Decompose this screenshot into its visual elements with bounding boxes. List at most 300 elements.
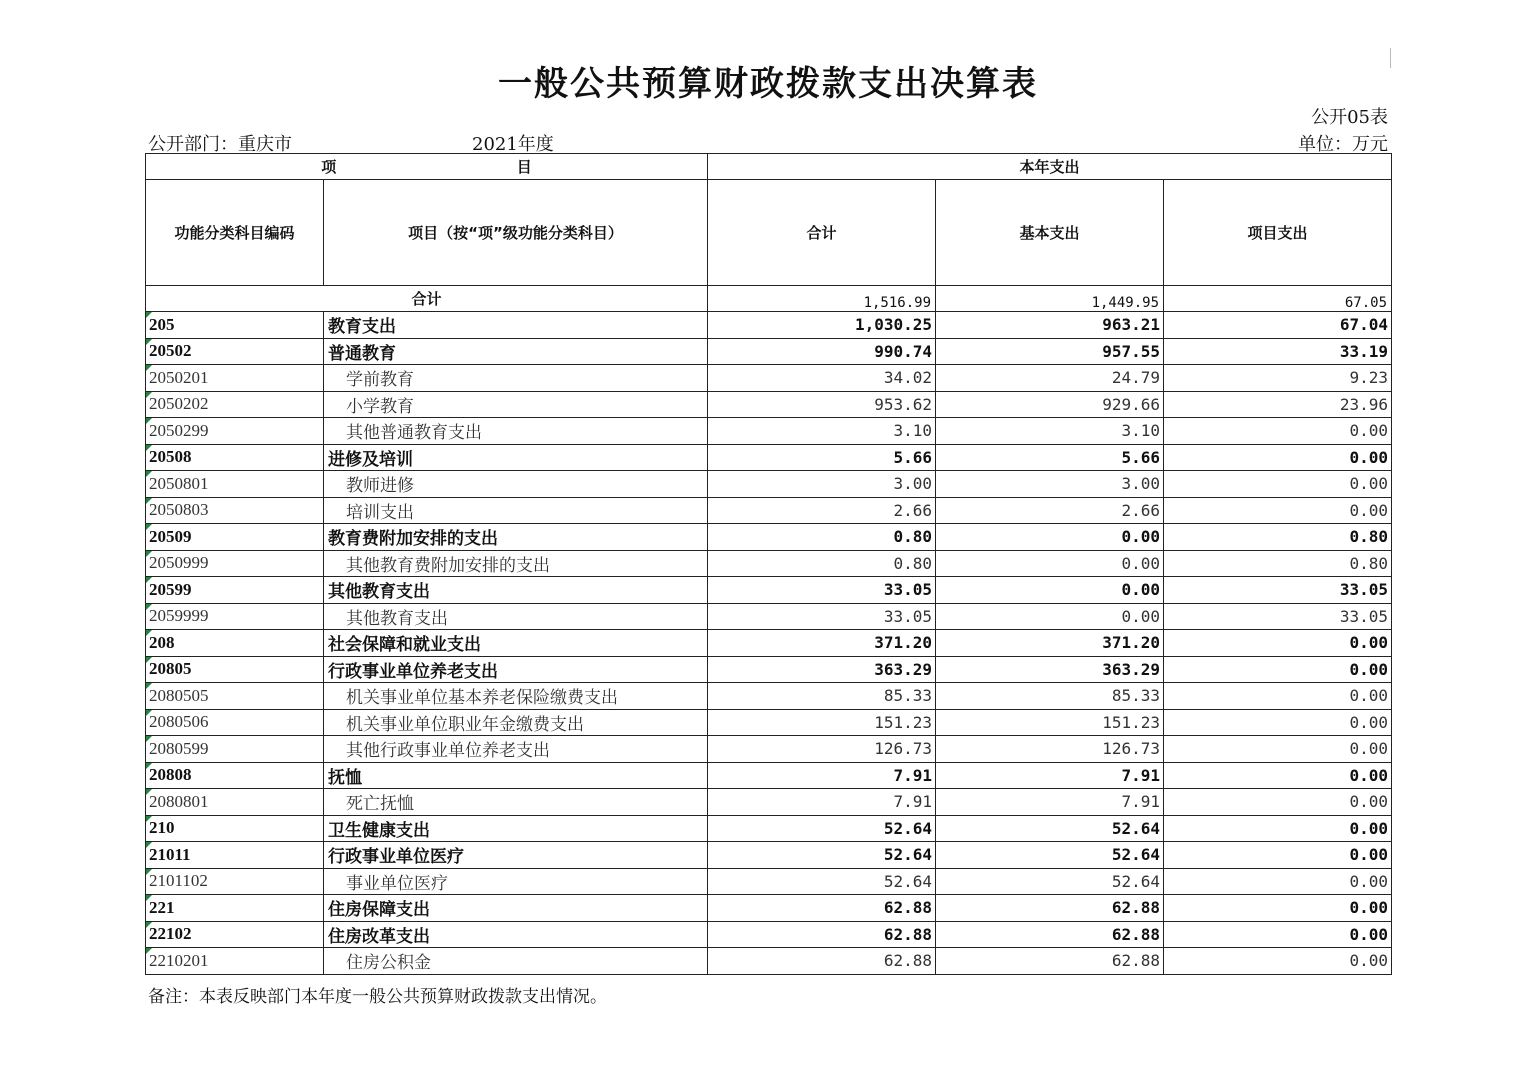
row-code xyxy=(146,312,324,339)
row-project xyxy=(1164,683,1392,710)
row-basic-text: 24.79 xyxy=(1111,368,1160,388)
row-code-text: 20808 xyxy=(149,765,192,785)
row-project-text: 0.00 xyxy=(1349,924,1389,944)
row-basic-text: 52.64 xyxy=(1111,818,1160,838)
table-row xyxy=(146,630,1392,657)
row-code xyxy=(146,736,324,763)
row-name xyxy=(324,789,708,816)
row-project-text: 0.00 xyxy=(1349,792,1389,812)
row-total-text: 52.64 xyxy=(883,845,932,865)
row-project xyxy=(1164,789,1392,816)
row-name xyxy=(324,868,708,895)
row-project-text: 0.00 xyxy=(1349,818,1389,838)
row-basic xyxy=(936,895,1164,922)
row-project-text: 0.00 xyxy=(1349,898,1389,918)
row-name xyxy=(324,683,708,710)
row-code-text: 22102 xyxy=(149,924,192,944)
row-code-text: 2050202 xyxy=(149,394,209,414)
footnote: 备注：本表反映部门本年度一般公共预算财政拨款支出情况。 xyxy=(148,987,607,1007)
cell-marker-icon xyxy=(146,604,152,610)
row-name-text: 住房改革支出 xyxy=(328,926,430,947)
row-name xyxy=(324,656,708,683)
table-row xyxy=(146,656,1392,683)
row-basic-text: 0.00 xyxy=(1121,580,1160,600)
row-project xyxy=(1164,895,1392,922)
row-name xyxy=(324,418,708,445)
expenditure-table xyxy=(145,153,1392,975)
department-label: 公开部门：重庆市 xyxy=(148,134,292,155)
cell-marker-icon xyxy=(146,365,152,371)
row-name xyxy=(324,365,708,392)
row-total xyxy=(708,683,936,710)
row-project-text: 0.00 xyxy=(1349,951,1389,971)
row-name-text: 死亡抚恤 xyxy=(346,794,414,815)
row-total-text: 371.20 xyxy=(874,633,932,653)
row-basic-text: 52.64 xyxy=(1111,871,1160,891)
row-basic-text: 363.29 xyxy=(1102,659,1160,679)
row-name xyxy=(324,762,708,789)
row-basic xyxy=(936,656,1164,683)
row-name-text: 其他行政事业单位养老支出 xyxy=(346,741,550,762)
table-row xyxy=(146,683,1392,710)
row-project-text: 0.00 xyxy=(1349,474,1389,494)
summary-row xyxy=(146,286,1392,312)
form-code: 公开05表 xyxy=(1311,107,1388,128)
row-name xyxy=(324,444,708,471)
row-total-text: 62.88 xyxy=(883,951,932,971)
row-project xyxy=(1164,338,1392,365)
row-project-text: 9.23 xyxy=(1349,368,1389,388)
row-code xyxy=(146,524,324,551)
row-code-text: 2080506 xyxy=(149,712,209,732)
table-row xyxy=(146,895,1392,922)
row-code-text: 2059999 xyxy=(149,606,209,626)
row-code xyxy=(146,868,324,895)
row-project-text: 0.00 xyxy=(1349,686,1389,706)
row-total-text: 3.10 xyxy=(893,421,932,441)
row-basic xyxy=(936,391,1164,418)
row-project xyxy=(1164,842,1392,869)
row-project xyxy=(1164,656,1392,683)
fiscal-year: 2021年度 xyxy=(472,134,554,155)
row-basic xyxy=(936,789,1164,816)
row-total-text: 62.88 xyxy=(883,924,932,944)
cell-marker-icon xyxy=(146,763,152,769)
row-project xyxy=(1164,365,1392,392)
row-basic xyxy=(936,842,1164,869)
row-code xyxy=(146,656,324,683)
row-total xyxy=(708,497,936,524)
row-code xyxy=(146,444,324,471)
row-project-text: 67.04 xyxy=(1339,315,1389,335)
row-total xyxy=(708,391,936,418)
row-name-text: 其他教育费附加安排的支出 xyxy=(346,555,550,576)
document-title: 一般公共预算财政拨款支出决算表 xyxy=(498,64,1038,104)
row-code xyxy=(146,842,324,869)
row-project xyxy=(1164,312,1392,339)
row-basic xyxy=(936,630,1164,657)
row-basic-text: 126.73 xyxy=(1102,739,1160,759)
row-basic-text: 3.10 xyxy=(1121,421,1160,441)
header-item-a: 项 xyxy=(321,158,337,176)
row-code-text: 20805 xyxy=(149,659,192,679)
row-basic-text: 7.91 xyxy=(1121,765,1160,785)
row-code-text: 210 xyxy=(149,818,175,838)
row-total-text: 33.05 xyxy=(883,606,932,626)
row-code-text: 2080505 xyxy=(149,685,209,705)
row-name xyxy=(324,497,708,524)
row-project-text: 0.00 xyxy=(1349,659,1389,679)
row-basic xyxy=(936,683,1164,710)
row-total xyxy=(708,365,936,392)
row-code xyxy=(146,762,324,789)
row-basic-text: 5.66 xyxy=(1121,447,1160,467)
row-basic-text: 3.00 xyxy=(1121,474,1160,494)
row-total xyxy=(708,815,936,842)
row-total xyxy=(708,842,936,869)
header-item-b: 目 xyxy=(516,158,532,176)
summary-basic: 1,449.95 xyxy=(936,286,1164,312)
unit-label: 单位：万元 xyxy=(1298,134,1388,155)
cell-marker-icon xyxy=(146,312,152,318)
row-name-text: 教师进修 xyxy=(346,476,414,497)
row-total-text: 3.00 xyxy=(893,474,932,494)
row-total xyxy=(708,603,936,630)
row-name-text: 行政事业单位医疗 xyxy=(328,847,464,868)
row-project xyxy=(1164,736,1392,763)
row-name xyxy=(324,921,708,948)
table-row xyxy=(146,577,1392,604)
row-name xyxy=(324,736,708,763)
header-project-col: 项目支出 xyxy=(1164,180,1392,286)
row-name xyxy=(324,338,708,365)
row-total xyxy=(708,656,936,683)
table-row xyxy=(146,842,1392,869)
row-basic xyxy=(936,497,1164,524)
row-name xyxy=(324,471,708,498)
row-project-text: 0.80 xyxy=(1349,553,1389,573)
row-basic-text: 62.88 xyxy=(1111,898,1160,918)
table-row xyxy=(146,418,1392,445)
row-code xyxy=(146,895,324,922)
header-basic-col: 基本支出 xyxy=(936,180,1164,286)
row-basic-text: 0.00 xyxy=(1121,606,1160,626)
row-basic xyxy=(936,524,1164,551)
cell-marker-icon xyxy=(146,657,152,663)
row-total xyxy=(708,762,936,789)
row-total-text: 7.91 xyxy=(893,765,932,785)
row-basic-text: 2.66 xyxy=(1121,500,1160,520)
row-name xyxy=(324,630,708,657)
row-name-text: 行政事业单位养老支出 xyxy=(328,661,498,682)
table-row xyxy=(146,497,1392,524)
row-basic xyxy=(936,815,1164,842)
header-name-col: 项目（按“项”级功能分类科目） xyxy=(324,180,708,286)
row-total-text: 1,030.25 xyxy=(854,315,932,335)
row-project xyxy=(1164,762,1392,789)
row-basic xyxy=(936,762,1164,789)
table-row xyxy=(146,365,1392,392)
row-code xyxy=(146,815,324,842)
row-code-text: 20508 xyxy=(149,447,192,467)
row-name xyxy=(324,603,708,630)
row-basic xyxy=(936,736,1164,763)
row-total xyxy=(708,418,936,445)
row-total xyxy=(708,338,936,365)
row-code-text: 2050803 xyxy=(149,500,209,520)
row-code xyxy=(146,630,324,657)
row-basic xyxy=(936,418,1164,445)
row-project-text: 0.00 xyxy=(1349,871,1389,891)
row-basic-text: 7.91 xyxy=(1121,792,1160,812)
row-name-text: 住房公积金 xyxy=(346,953,431,974)
row-name xyxy=(324,948,708,975)
row-name-text: 培训支出 xyxy=(346,502,414,523)
table-row xyxy=(146,550,1392,577)
row-project-text: 0.00 xyxy=(1349,845,1389,865)
row-name-text: 抚恤 xyxy=(328,767,362,788)
row-total xyxy=(708,524,936,551)
header-current-year: 本年支出 xyxy=(708,154,1392,180)
row-name-text: 机关事业单位职业年金缴费支出 xyxy=(346,714,584,735)
cell-marker-icon xyxy=(146,895,152,901)
row-name xyxy=(324,312,708,339)
row-code xyxy=(146,789,324,816)
header-total-col: 合计 xyxy=(708,180,936,286)
table-row xyxy=(146,391,1392,418)
row-name-text: 学前教育 xyxy=(346,370,414,391)
cell-marker-icon xyxy=(146,842,152,848)
row-total-text: 7.91 xyxy=(893,792,932,812)
row-name-text: 其他教育支出 xyxy=(328,582,430,603)
row-total xyxy=(708,630,936,657)
table-row xyxy=(146,921,1392,948)
row-total-text: 151.23 xyxy=(874,712,932,732)
row-code-text: 221 xyxy=(149,897,175,917)
row-total xyxy=(708,312,936,339)
cell-marker-icon xyxy=(146,551,152,557)
cell-marker-icon xyxy=(146,339,152,345)
row-name-text: 普通教育 xyxy=(328,343,396,364)
row-code xyxy=(146,497,324,524)
row-basic-text: 371.20 xyxy=(1102,633,1160,653)
cell-marker-icon xyxy=(146,524,152,530)
row-project-text: 0.00 xyxy=(1349,739,1389,759)
row-basic-text: 0.00 xyxy=(1121,527,1160,547)
row-project-text: 33.05 xyxy=(1339,606,1389,626)
row-code-text: 2080801 xyxy=(149,791,209,811)
row-code xyxy=(146,921,324,948)
cell-marker-icon xyxy=(146,816,152,822)
row-basic-text: 957.55 xyxy=(1102,341,1160,361)
row-project xyxy=(1164,524,1392,551)
cell-marker-icon xyxy=(146,630,152,636)
row-code xyxy=(146,471,324,498)
row-total xyxy=(708,895,936,922)
row-basic-text: 963.21 xyxy=(1102,315,1160,335)
row-code xyxy=(146,391,324,418)
table-row xyxy=(146,709,1392,736)
cell-marker-icon xyxy=(146,736,152,742)
row-basic-text: 929.66 xyxy=(1102,394,1160,414)
row-basic xyxy=(936,577,1164,604)
row-total xyxy=(708,868,936,895)
row-name-text: 事业单位医疗 xyxy=(346,873,448,894)
cell-marker-icon xyxy=(146,498,152,504)
row-code xyxy=(146,709,324,736)
cell-marker-icon xyxy=(146,418,152,424)
row-name-text: 小学教育 xyxy=(346,396,414,417)
row-code-text: 20599 xyxy=(149,579,192,599)
row-total-text: 62.88 xyxy=(883,898,932,918)
table-row xyxy=(146,736,1392,763)
row-total-text: 990.74 xyxy=(874,341,932,361)
cell-marker-icon xyxy=(146,392,152,398)
row-code-text: 2101102 xyxy=(149,871,208,891)
row-project-text: 0.00 xyxy=(1349,765,1389,785)
row-basic xyxy=(936,550,1164,577)
table-row xyxy=(146,471,1392,498)
row-project xyxy=(1164,444,1392,471)
row-code-text: 205 xyxy=(149,314,175,334)
row-code-text: 208 xyxy=(149,632,175,652)
row-total-text: 363.29 xyxy=(874,659,932,679)
row-project xyxy=(1164,497,1392,524)
row-code-text: 2210201 xyxy=(149,950,209,970)
row-code-text: 2050801 xyxy=(149,473,209,493)
row-project-text: 0.00 xyxy=(1349,712,1389,732)
table-row xyxy=(146,312,1392,339)
row-code-text: 20502 xyxy=(149,341,192,361)
row-code xyxy=(146,577,324,604)
row-code xyxy=(146,418,324,445)
row-name-text: 机关事业单位基本养老保险缴费支出 xyxy=(346,688,618,709)
row-project xyxy=(1164,948,1392,975)
row-basic xyxy=(936,709,1164,736)
row-name-text: 卫生健康支出 xyxy=(328,820,430,841)
row-total-text: 0.80 xyxy=(893,527,932,547)
row-name xyxy=(324,577,708,604)
row-code-text: 21011 xyxy=(149,844,191,864)
row-name xyxy=(324,391,708,418)
header-row-1 xyxy=(146,154,1392,180)
row-code-text: 2080599 xyxy=(149,738,209,758)
row-basic xyxy=(936,471,1164,498)
cell-marker-icon xyxy=(146,789,152,795)
row-name xyxy=(324,815,708,842)
row-total-text: 2.66 xyxy=(893,500,932,520)
table-row xyxy=(146,948,1392,975)
row-code-text: 20509 xyxy=(149,526,192,546)
row-total-text: 34.02 xyxy=(883,368,932,388)
summary-project: 67.05 xyxy=(1164,286,1392,312)
row-project xyxy=(1164,577,1392,604)
cell-marker-icon xyxy=(146,577,152,583)
row-project xyxy=(1164,550,1392,577)
row-total xyxy=(708,736,936,763)
row-total xyxy=(708,550,936,577)
row-basic xyxy=(936,603,1164,630)
row-project xyxy=(1164,391,1392,418)
row-name-text: 教育支出 xyxy=(328,317,396,338)
row-total xyxy=(708,577,936,604)
row-basic xyxy=(936,365,1164,392)
row-total-text: 33.05 xyxy=(883,580,932,600)
row-project xyxy=(1164,921,1392,948)
row-code xyxy=(146,683,324,710)
row-code xyxy=(146,603,324,630)
row-name xyxy=(324,550,708,577)
row-basic-text: 52.64 xyxy=(1111,845,1160,865)
row-basic-text: 62.88 xyxy=(1111,951,1160,971)
row-basic-text: 151.23 xyxy=(1102,712,1160,732)
row-code xyxy=(146,338,324,365)
row-project xyxy=(1164,630,1392,657)
row-name xyxy=(324,842,708,869)
row-total-text: 52.64 xyxy=(883,818,932,838)
row-basic xyxy=(936,948,1164,975)
row-project-text: 33.05 xyxy=(1339,580,1389,600)
row-total-text: 85.33 xyxy=(883,686,932,706)
row-basic xyxy=(936,868,1164,895)
table-row xyxy=(146,815,1392,842)
row-basic xyxy=(936,921,1164,948)
cell-marker-icon xyxy=(146,869,152,875)
table-row xyxy=(146,444,1392,471)
row-basic-text: 85.33 xyxy=(1111,686,1160,706)
row-basic xyxy=(936,444,1164,471)
table-row xyxy=(146,762,1392,789)
row-basic-text: 0.00 xyxy=(1121,553,1160,573)
row-project-text: 0.00 xyxy=(1349,421,1389,441)
row-project xyxy=(1164,471,1392,498)
table-row xyxy=(146,338,1392,365)
row-total xyxy=(708,709,936,736)
row-project xyxy=(1164,418,1392,445)
cell-marker-icon xyxy=(146,922,152,928)
summary-label: 合计 xyxy=(146,286,708,312)
row-code xyxy=(146,550,324,577)
row-basic xyxy=(936,338,1164,365)
row-name-text: 社会保障和就业支出 xyxy=(328,635,481,656)
table-row xyxy=(146,789,1392,816)
row-total-text: 5.66 xyxy=(893,447,932,467)
row-project xyxy=(1164,709,1392,736)
row-name-text: 住房保障支出 xyxy=(328,900,430,921)
row-code xyxy=(146,948,324,975)
table-row xyxy=(146,868,1392,895)
row-project xyxy=(1164,815,1392,842)
cell-marker-icon xyxy=(146,445,152,451)
row-code-text: 2050999 xyxy=(149,553,209,573)
row-total xyxy=(708,471,936,498)
summary-total: 1,516.99 xyxy=(708,286,936,312)
row-total-text: 0.80 xyxy=(893,553,932,573)
row-name-text: 进修及培训 xyxy=(328,449,413,470)
row-name-text: 其他教育支出 xyxy=(346,608,448,629)
row-total xyxy=(708,921,936,948)
header-item xyxy=(146,154,708,180)
row-project-text: 0.80 xyxy=(1349,527,1389,547)
row-total xyxy=(708,948,936,975)
row-project xyxy=(1164,603,1392,630)
row-project-text: 0.00 xyxy=(1349,500,1389,520)
row-project-text: 23.96 xyxy=(1339,394,1389,414)
row-total-text: 52.64 xyxy=(883,871,932,891)
row-name-text: 其他普通教育支出 xyxy=(346,423,482,444)
cell-marker-icon xyxy=(146,471,152,477)
row-name xyxy=(324,709,708,736)
